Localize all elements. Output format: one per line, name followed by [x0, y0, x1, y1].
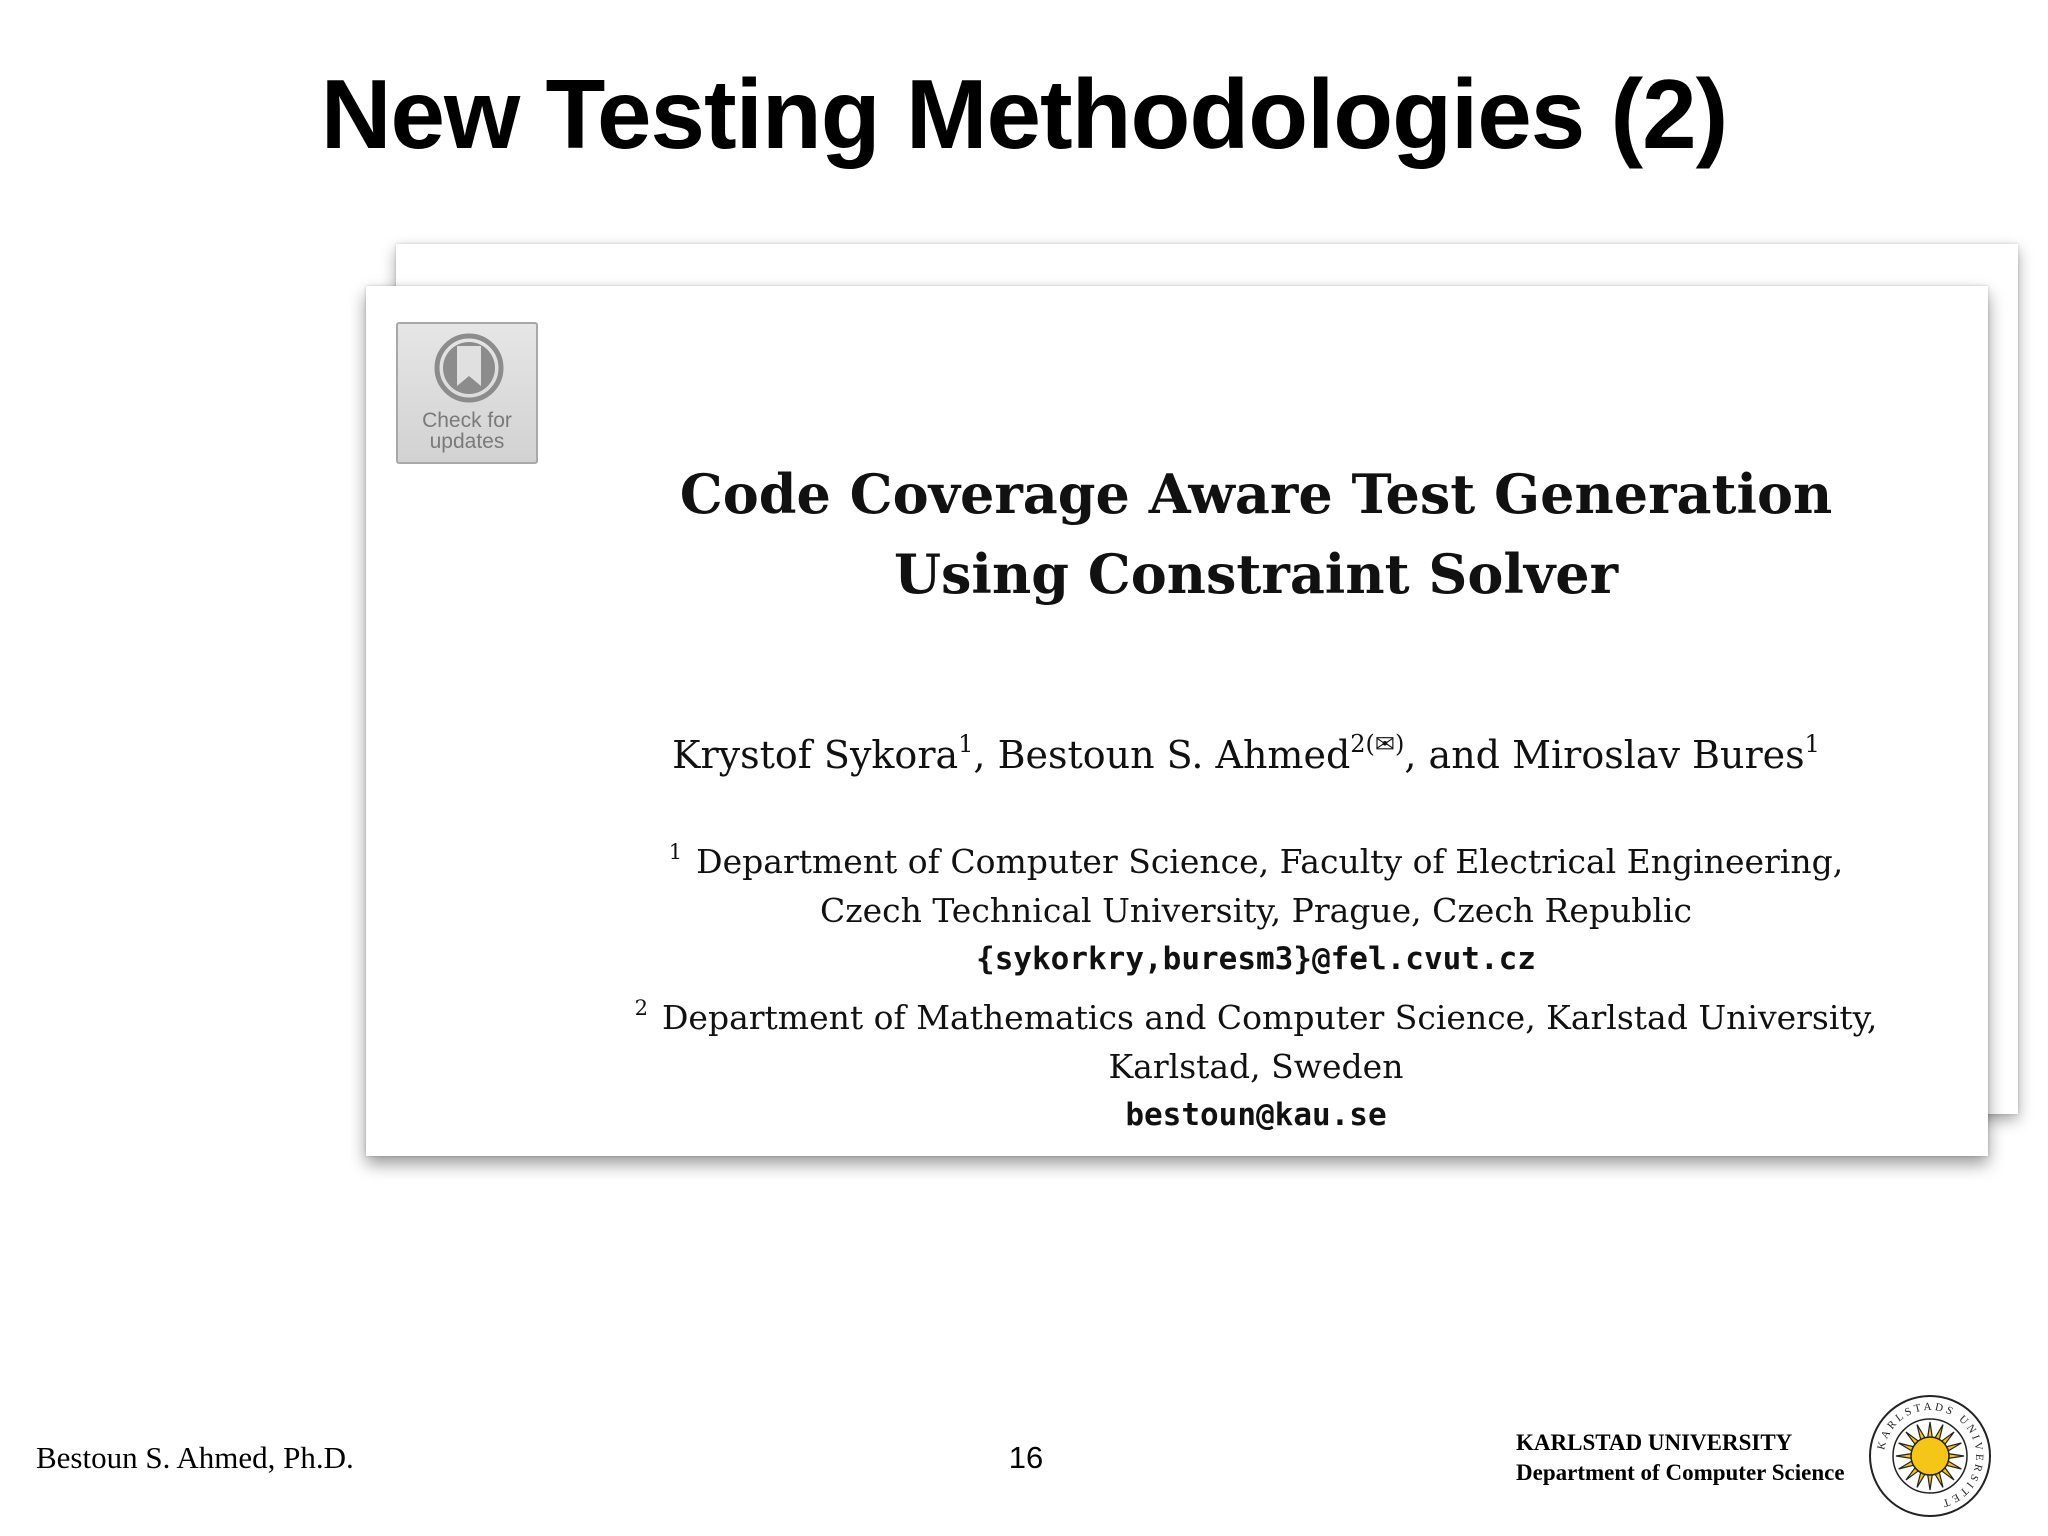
affiliation-1-email[interactable]: {sykorkry,buresm3}@fel.cvut.cz	[976, 941, 1536, 977]
affiliation-2-email[interactable]: bestoun@kau.se	[1125, 1097, 1387, 1133]
paper-authors: Krystof Sykora$^1$, Bestoun S. Ahmed$^{2(✉)}$, and Miroslav Bures$^1$	[672, 730, 1820, 777]
paper-affiliations	[556, 828, 1956, 1140]
check-for-updates-badge[interactable]	[396, 322, 538, 464]
check-for-updates-label: Check for updates	[422, 409, 512, 453]
page-number: 16	[1008, 1440, 1044, 1475]
affiliation-1-line-2: Czech Technical University, Prague, Czech Republic	[819, 891, 1693, 930]
paper-front-page	[366, 286, 1988, 1156]
footer-university	[1516, 1428, 1845, 1488]
affiliation-1-line-1: $^1$ Department of Computer Science, Faculty of Electrical Engineering,	[668, 840, 1844, 881]
footer-author: Bestoun S. Ahmed, Ph.D.	[36, 1440, 354, 1475]
department-name: Department of Computer Science	[1516, 1460, 1845, 1485]
university-name: KARLSTAD UNIVERSITY	[1516, 1430, 1793, 1455]
university-seal-logo	[1868, 1394, 1992, 1518]
svg-text:KARLSTADS UNIVERSITET: KARLSTADS UNIVERSITET	[1875, 1400, 1986, 1510]
affiliation-2-line-2: Karlstad, Sweden	[1108, 1047, 1404, 1086]
check-for-updates-bookmark-icon	[433, 332, 505, 404]
paper-title: Code Coverage Aware Test Generation Using Constraint Solver	[679, 462, 1833, 606]
affiliation-2-line-1: $^2$ Department of Mathematics and Computer Science, Karlstad University,	[634, 996, 1878, 1037]
slide-title: New Testing Methodologies (2)	[320, 59, 1728, 169]
